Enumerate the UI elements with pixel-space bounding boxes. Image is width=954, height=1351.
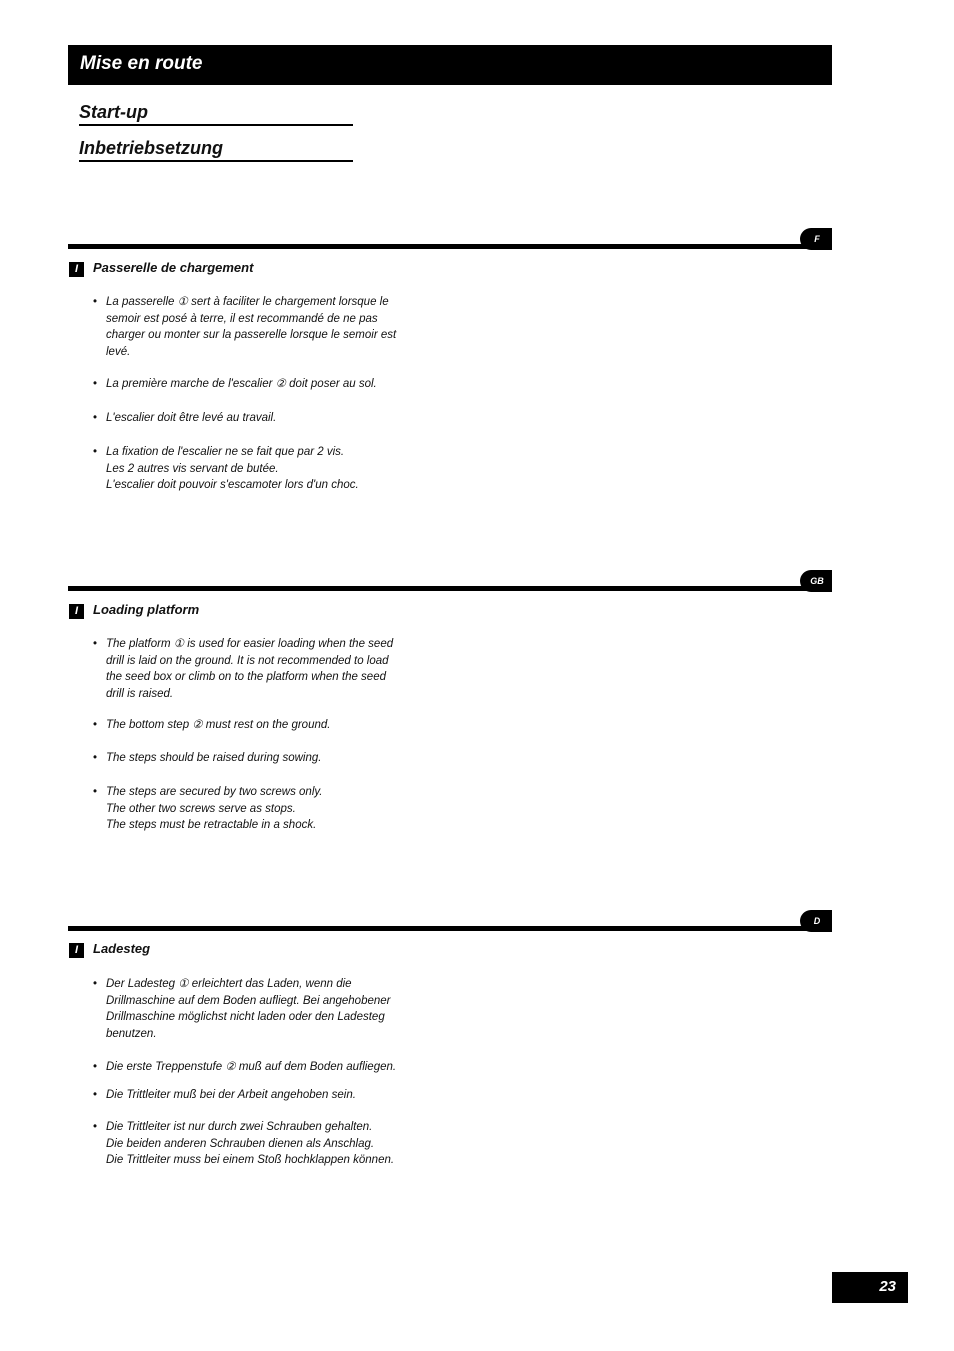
page-number: 23	[879, 1278, 896, 1295]
subtitle-english: Start-up	[79, 101, 353, 126]
section-german: D I Ladesteg • Der Ladesteg ① erleichtert das Laden, wenn die Drillmaschine auf dem Boden aufliegt. Bei angehobener Drillmaschine möglichst nicht laden oder den Ladesteg benutzen. • Die erste Treppenstufe ② muß auf dem Boden aufliegen. • Die Trittleiter muß bei der Arbeit angehoben sein. • Die Trittleiter ist nur durch zwei Schrauben gehalten. Die beiden anderen Schrauben dienen als Anschlag. Die Trittleiter muss bei einem Stoß hochklappen können.	[68, 910, 832, 1210]
page-number-box	[832, 1272, 908, 1303]
section-french: F I Passerelle de chargement • La passerelle ① sert à faciliter le chargement lorsque le semoir est posé à terre, il est recommandé de ne pas charger ou monter sur la passerelle lorsque le semoir est levé. • La première marche de l'escalier ② doit poser au sol. • L'escalier doit être levé au travail. • La fixation de l'escalier ne se fait que par 2 vis. Les 2 autres vis servant de butée. L'escalier doit pouvoir s'escamoter lors d'un choc.	[68, 228, 832, 528]
section-marker: I	[69, 262, 84, 277]
section-marker: I	[69, 943, 84, 958]
section-heading: Loading platform	[93, 602, 200, 617]
language-badge: D	[800, 910, 832, 932]
section-english: GB I Loading platform • The platform ① is used for easier loading when the seed drill is laid on the ground. It is not recommended to load the seed box or climb on to the platform when the seed drill is raised. • The bottom step ② must rest on the ground. • The steps should be raised during sowing. • The steps are secured by two screws only. The other two screws serve as stops. The steps must be retractable in a shock.	[68, 570, 832, 870]
section-rule	[68, 244, 832, 249]
language-badge: F	[800, 228, 832, 250]
section-heading: Ladesteg	[93, 941, 151, 956]
language-badge: GB	[800, 570, 832, 592]
page-title-bar	[68, 45, 832, 85]
section-rule	[68, 586, 832, 591]
section-marker: I	[69, 604, 84, 619]
subtitle-german: Inbetriebsetzung	[79, 137, 353, 162]
section-rule	[68, 926, 832, 931]
page-title: Mise en route	[80, 53, 203, 74]
section-heading: Passerelle de chargement	[93, 260, 254, 275]
